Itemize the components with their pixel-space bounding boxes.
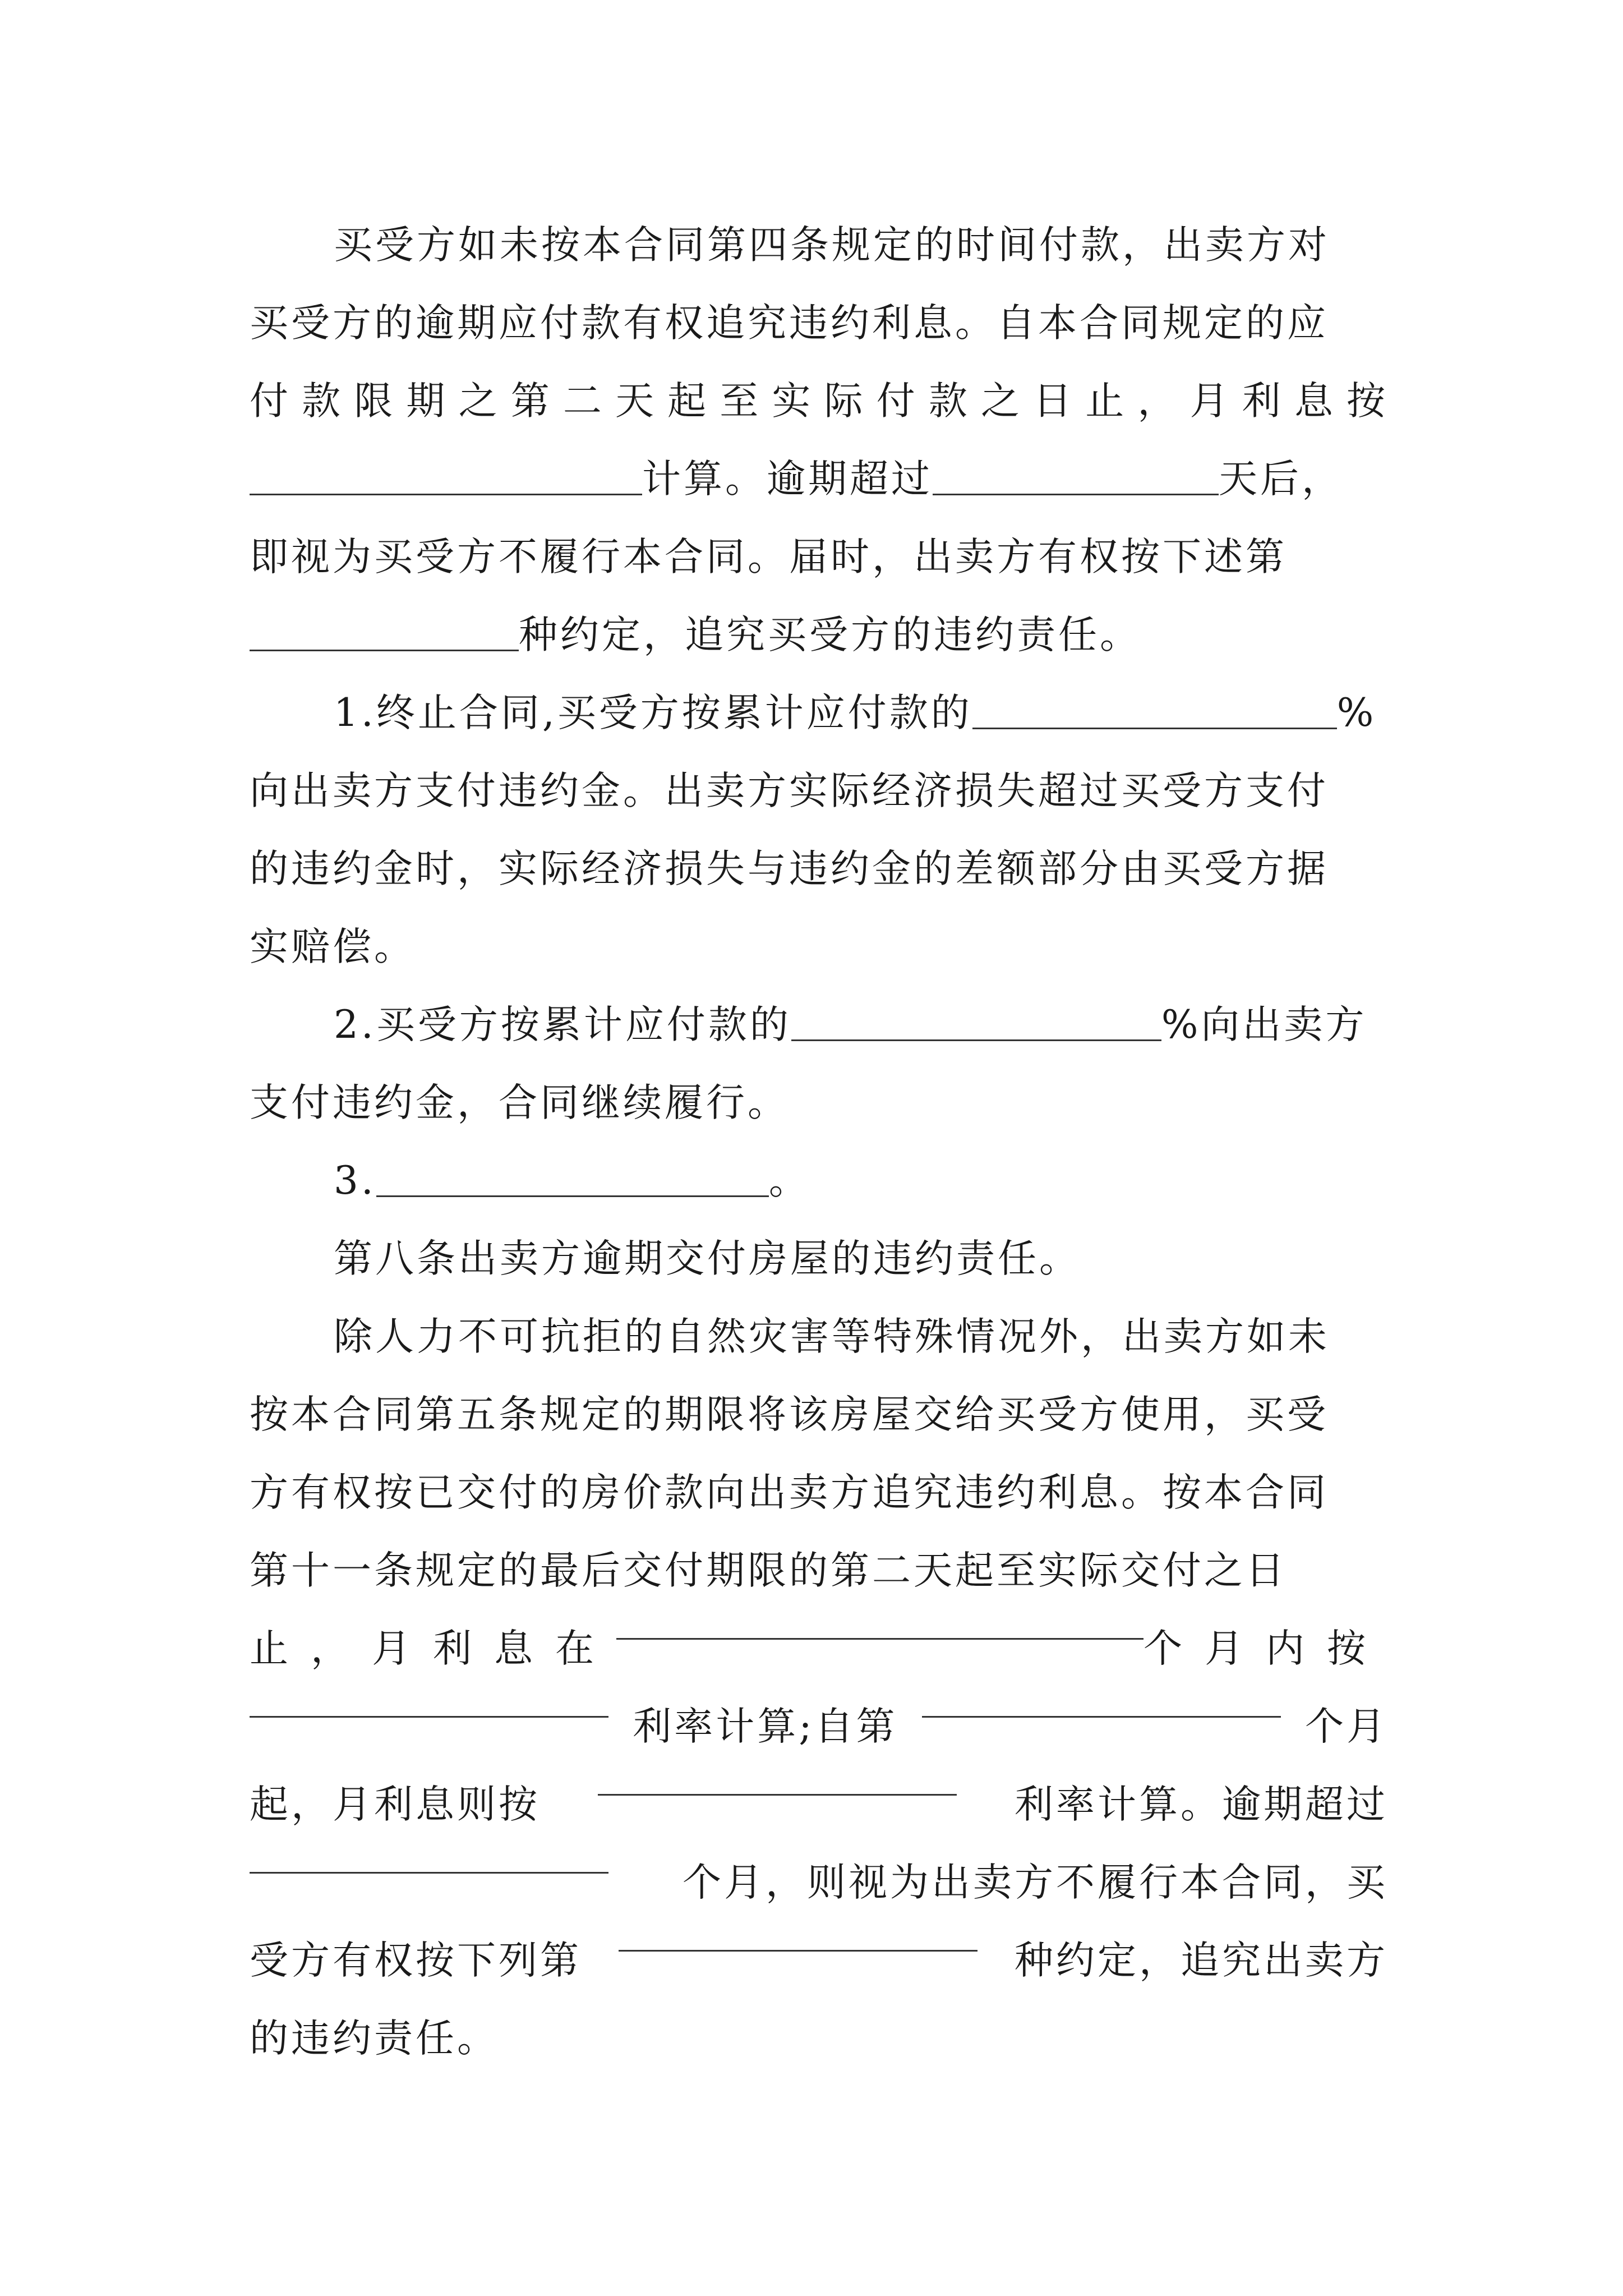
text-line xyxy=(250,674,1388,752)
text-char: 实 xyxy=(772,379,814,424)
text-line xyxy=(250,2000,1388,2078)
article-heading: 第八条出卖方逾期交付房屋的违约责任。 xyxy=(334,1236,1081,1281)
text-char: 日 xyxy=(1033,379,1075,424)
text-span: % xyxy=(1336,691,1377,735)
text-line-justified xyxy=(250,1610,1388,1688)
text-char: 二 xyxy=(562,379,605,424)
text-line xyxy=(250,1220,1388,1298)
text-line xyxy=(250,518,1388,596)
blank-field[interactable] xyxy=(250,1844,608,1874)
text-char: 起 xyxy=(667,379,709,424)
text-char: 天 xyxy=(615,379,657,424)
text-char: 款 xyxy=(928,379,970,424)
text-span: 天后， xyxy=(1219,457,1343,501)
text-line-justified xyxy=(250,1688,1388,1766)
text-span: 的违约金时，实际经济损失与违约金的差额部分由买受方据 xyxy=(250,846,1329,891)
text-char: 付 xyxy=(876,379,918,424)
text-span: 2.买受方按累计应付款的 xyxy=(334,1002,791,1047)
blank-field[interactable] xyxy=(972,700,1337,729)
text-span: 按本合同第五条规定的期限将该房屋交给买受方使用，买受 xyxy=(250,1392,1329,1437)
blank-field[interactable] xyxy=(619,1922,978,1952)
text-char: 息 xyxy=(1294,379,1336,424)
text-span: 除人力不可抗拒的自然灾害等特殊情况外，出卖方如未 xyxy=(334,1314,1330,1359)
blank-field[interactable] xyxy=(616,1610,1144,1640)
text-span: 向出卖方支付违约金。出卖方实际经济损失超过买受方支付 xyxy=(250,769,1329,813)
text-span: 利率计算。逾期超过 xyxy=(1015,1782,1388,1827)
text-char: 止 xyxy=(1085,379,1127,424)
contract-text xyxy=(250,206,1388,2078)
text-char: 限 xyxy=(354,379,396,424)
blank-field[interactable] xyxy=(376,1167,769,1197)
text-char: 际 xyxy=(824,379,866,424)
blank-field[interactable] xyxy=(922,1688,1281,1718)
text-line xyxy=(250,1532,1388,1610)
text-span: 第十一条规定的最后交付期限的第二天起至实际交付之日 xyxy=(250,1548,1287,1593)
text-span: 3. xyxy=(334,1158,376,1203)
blank-field[interactable] xyxy=(598,1766,957,1796)
text-span: %向出卖方 xyxy=(1161,1002,1367,1047)
text-char: 第 xyxy=(510,379,552,424)
text-line xyxy=(250,1376,1388,1454)
text-line xyxy=(250,1064,1388,1142)
text-line xyxy=(250,596,1388,674)
blank-field[interactable] xyxy=(250,466,642,495)
text-line xyxy=(250,752,1388,830)
text-line-justified xyxy=(250,1844,1388,1922)
text-span: 实赔偿。 xyxy=(250,924,416,969)
text-span: 的违约责任。 xyxy=(250,2016,499,2061)
blank-field[interactable] xyxy=(250,622,519,651)
text-line xyxy=(250,908,1388,986)
text-span: 方有权按已交付的房价款向出卖方追究违约利息。按本合同 xyxy=(250,1470,1329,1515)
text-line xyxy=(250,440,1388,518)
text-span: 。 xyxy=(768,1158,810,1203)
text-span: 计算。逾期超过 xyxy=(642,457,933,501)
text-line-justified xyxy=(250,1922,1388,2000)
text-char: 利 xyxy=(1242,379,1284,424)
text-line xyxy=(250,1454,1388,1532)
text-line xyxy=(250,830,1388,908)
text-char: 按 xyxy=(1346,379,1388,424)
text-span: 种约定，追究出卖方 xyxy=(1015,1938,1388,1983)
text-char: 期 xyxy=(406,379,448,424)
text-line xyxy=(250,206,1388,284)
blank-field[interactable] xyxy=(791,1011,1161,1041)
text-span: 利率计算;自第 xyxy=(633,1704,898,1749)
text-span: 买受方如未按本合同第四条规定的时间付款，出卖方对 xyxy=(334,223,1330,268)
blank-field[interactable] xyxy=(250,1688,608,1718)
text-char: 付 xyxy=(250,379,291,424)
text-char: 之 xyxy=(458,379,500,424)
text-span: 支付违约金，合同继续履行。 xyxy=(250,1080,789,1125)
text-char: 款 xyxy=(302,379,344,424)
text-line xyxy=(250,1142,1388,1220)
text-char: 之 xyxy=(980,379,1022,424)
text-span: 1.终止合同,买受方按累计应付款的 xyxy=(334,691,972,735)
text-span: 买受方的逾期应付款有权追究违约利息。自本合同规定的应 xyxy=(250,301,1329,346)
text-char: 至 xyxy=(720,379,762,424)
text-char: ， xyxy=(1137,379,1179,424)
text-line-justified xyxy=(250,362,1388,440)
text-line xyxy=(250,1298,1388,1376)
text-line xyxy=(250,284,1388,362)
blank-field[interactable] xyxy=(933,466,1219,495)
text-line xyxy=(250,986,1388,1064)
text-span: 受方有权按下列第 xyxy=(250,1938,582,1983)
text-span: 起，月利息则按 xyxy=(250,1782,540,1827)
text-span: 止，月利息在 xyxy=(250,1626,616,1671)
text-char: 月 xyxy=(1189,379,1232,424)
text-span: 个月 xyxy=(1305,1704,1388,1749)
text-span: 种约定，追究买受方的违约责任。 xyxy=(519,613,1141,657)
text-span: 个月内按 xyxy=(1144,1626,1388,1671)
text-span: 即视为买受方不履行本合同。届时，出卖方有权按下述第 xyxy=(250,535,1287,579)
text-line-justified xyxy=(250,1766,1388,1844)
text-span: 个月，则视为出卖方不履行本合同，买 xyxy=(683,1860,1388,1905)
